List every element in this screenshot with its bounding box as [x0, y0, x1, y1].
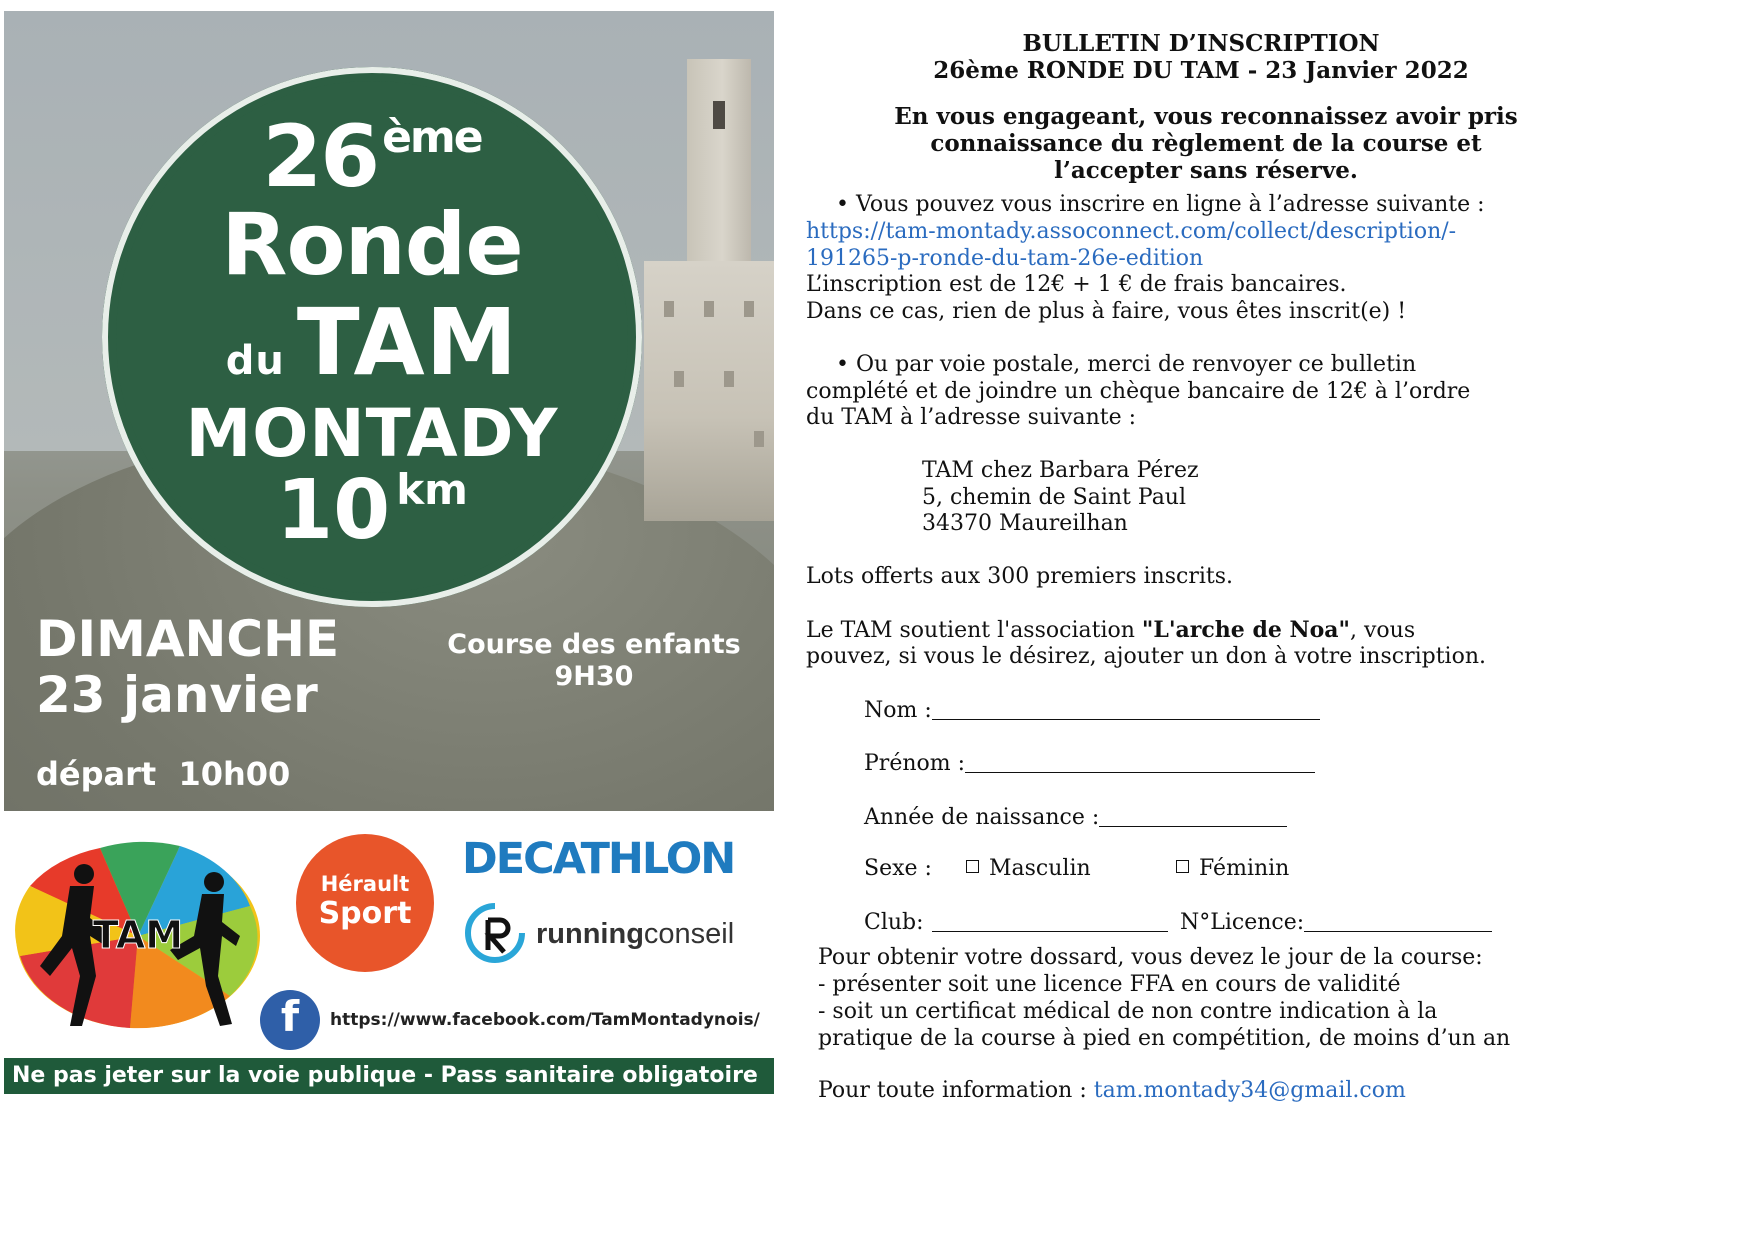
footer-banner: Ne pas jeter sur la voie publique - Pass sanitaire obligatoire	[4, 1058, 774, 1094]
poster-tower	[687, 59, 751, 279]
warning-line1: En vous engageant, vous reconnaissez avoir pris	[894, 103, 1518, 130]
title-ronde: Ronde	[221, 195, 523, 295]
distance: 10 $^{km}$	[276, 463, 468, 558]
title-du: du	[225, 338, 285, 384]
info-email-link[interactable]: tam.montady34@gmail.com	[1093, 1078, 1406, 1103]
running-conseil-icon	[462, 900, 528, 966]
nom-input-line[interactable]	[932, 697, 1320, 720]
herault-sport-logo	[296, 834, 434, 972]
masculin-label: Masculin	[989, 856, 1091, 881]
info-line: Pour toute information : tam.montady34@gmail.com	[818, 1078, 1406, 1103]
warning-line3: l’accepter sans réserve.	[1054, 157, 1358, 184]
prenom-field[interactable]	[864, 750, 1315, 776]
dossard-line3: - soit un certificat médical de non contre indication à la	[818, 999, 1438, 1024]
sponsor-area	[4, 812, 774, 1102]
sexe-label: Sexe :	[864, 856, 932, 881]
licence-field[interactable]	[1180, 909, 1492, 935]
registration-form	[806, 0, 1556, 1120]
masculin-checkbox[interactable]	[966, 860, 979, 873]
title-circle	[102, 67, 642, 607]
licence-input-line[interactable]	[1304, 909, 1492, 932]
feminin-option[interactable]	[1176, 856, 1289, 881]
facebook-icon[interactable]: f	[260, 990, 320, 1050]
kids-race-label: Course des enfants	[447, 629, 741, 660]
decathlon-logo: DECATHLON	[462, 834, 735, 884]
feminin-label: Féminin	[1199, 856, 1290, 881]
dossard-line4: pratique de la course à pied en compétition, de moins d’un an	[818, 1026, 1511, 1051]
facebook-url[interactable]: https://www.facebook.com/TamMontadynois/	[330, 1010, 760, 1030]
running-conseil-text: runningconseil	[536, 918, 735, 950]
online-link-line1[interactable]: https://tam-montady.assoconnect.com/collect/description/-	[806, 219, 1457, 244]
postal-line3: du TAM à l’adresse suivante :	[806, 405, 1137, 430]
annee-field[interactable]	[864, 804, 1287, 830]
address-line3: 34370 Maureilhan	[922, 511, 1128, 536]
address-line1: TAM chez Barbara Pérez	[922, 458, 1199, 483]
prenom-label: Prénom :	[864, 751, 966, 776]
form-subtitle: 26ème RONDE DU TAM - 23 Janvier 2022	[933, 57, 1469, 84]
distance-unit: km	[396, 465, 468, 514]
feminin-checkbox[interactable]	[1176, 860, 1189, 873]
herault-line1: Hérault	[320, 872, 410, 896]
dossard-line1: Pour obtenir votre dossard, vous devez le jour de la course:	[818, 945, 1483, 970]
title-montady: MONTADY	[185, 395, 559, 472]
kids-race-time: 9H30	[554, 661, 634, 692]
annee-input-line[interactable]	[1099, 804, 1287, 827]
association-name: "L'arche de Noa"	[1141, 617, 1350, 643]
warning-line2: connaissance du règlement de la course et	[930, 130, 1482, 157]
postal-line1: • Ou par voie postale, merci de renvoyer ce bulletin	[836, 352, 1417, 377]
dossard-line2: - présenter soit une licence FFA en cours de validité	[818, 972, 1401, 997]
online-fee: L’inscription est de 12€ + 1 € de frais bancaires.	[806, 272, 1347, 297]
prenom-input-line[interactable]	[965, 750, 1315, 773]
lots-text: Lots offerts aux 300 premiers inscrits.	[806, 564, 1234, 589]
form-title: BULLETIN D’INSCRIPTION	[1022, 30, 1380, 57]
edition-suffix: ème	[382, 112, 482, 163]
online-intro: • Vous pouvez vous inscrire en ligne à l’adresse suivante :	[836, 192, 1485, 217]
association-line1: Le TAM soutient l'association "L'arche de Noa", vous	[806, 617, 1416, 643]
online-done: Dans ce cas, rien de plus à faire, vous êtes inscrit(e) !	[806, 299, 1407, 324]
title-du-tam	[102, 289, 642, 396]
masculin-option[interactable]	[966, 856, 1091, 881]
tower-window	[713, 101, 725, 129]
postal-line2: complété et de joindre un chèque bancaire de 12€ à l’ordre	[806, 379, 1471, 404]
association-line2: pouvez, si vous le désirez, ajouter un don à votre inscription.	[806, 644, 1486, 669]
event-poster	[4, 11, 774, 811]
event-date-text: 23 janvier	[36, 666, 318, 724]
nom-label: Nom :	[864, 698, 932, 723]
tam-club-logo	[10, 826, 266, 1036]
event-day: DIMANCHE	[36, 610, 340, 668]
title-tam: TAM	[296, 289, 519, 396]
club-label: Club:	[864, 910, 924, 935]
start-time: départ 10h00	[36, 755, 291, 793]
club-input-line[interactable]	[932, 909, 1168, 932]
kids-race	[424, 629, 764, 693]
edition-number: 26ème	[262, 107, 482, 207]
running-conseil-logo	[462, 900, 752, 970]
nom-field[interactable]	[864, 697, 1320, 723]
event-date	[36, 611, 339, 723]
tam-logo-text: TAM	[92, 913, 184, 957]
herault-line2: Sport	[318, 896, 412, 931]
online-link-line2[interactable]: 191265-p-ronde-du-tam-26e-edition	[806, 246, 1204, 271]
poster-village	[644, 261, 774, 521]
licence-label: N°Licence:	[1180, 910, 1305, 935]
address-line2: 5, chemin de Saint Paul	[922, 485, 1187, 510]
annee-label: Année de naissance :	[864, 805, 1100, 830]
club-field[interactable]	[864, 909, 1168, 935]
